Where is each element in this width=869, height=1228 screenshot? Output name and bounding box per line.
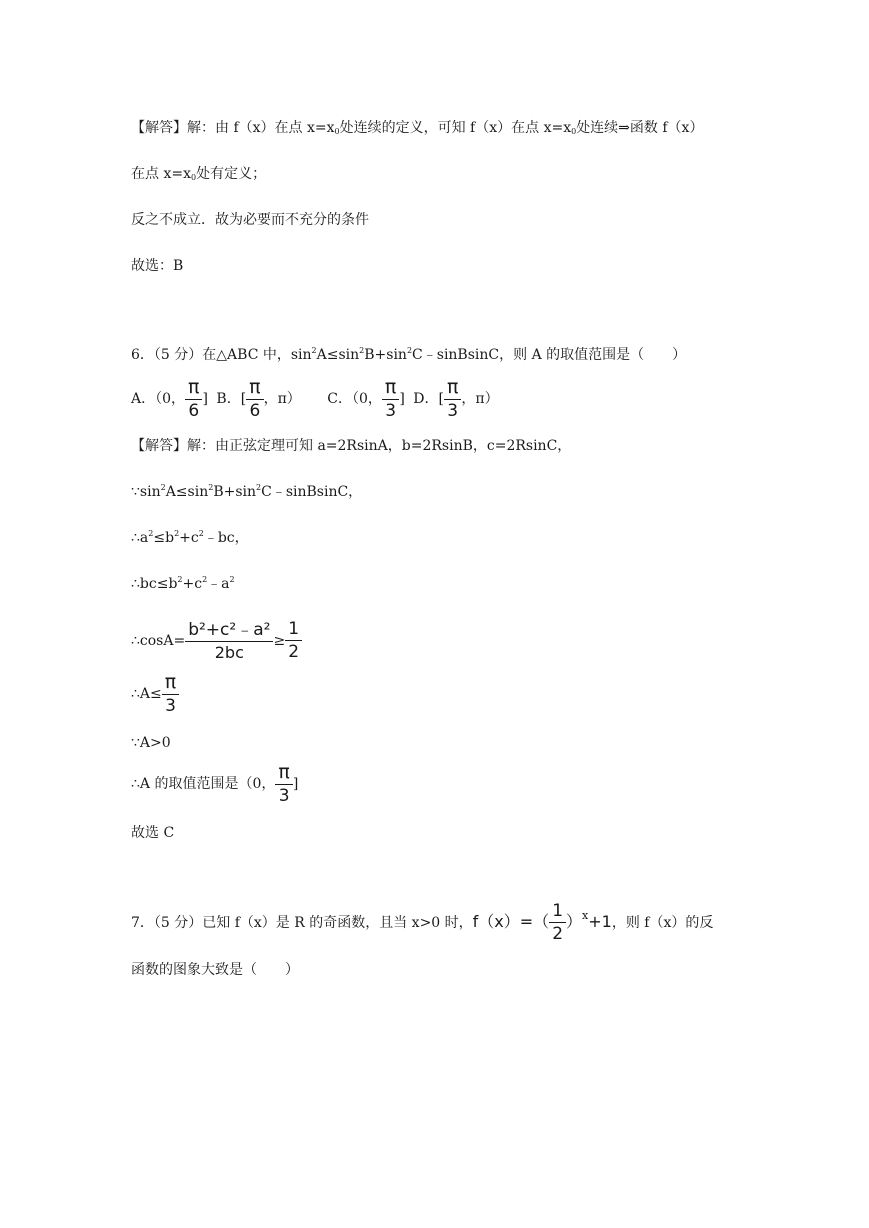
superscript: 2 [256, 483, 262, 492]
superscript: 2 [177, 575, 183, 584]
exponent: x [582, 909, 589, 922]
denominator: 2 [288, 642, 300, 662]
q7-stem-line1 [131, 900, 713, 945]
q6-answer: 故选 C [131, 825, 175, 841]
option-a [131, 376, 208, 421]
q6-solution-line7: ∵A>0 [131, 735, 171, 751]
numerator: π [382, 378, 399, 400]
numerator: π [246, 378, 263, 400]
numerator: 1 [285, 621, 302, 641]
q5-solution-line2 [131, 164, 266, 184]
text: 7．（5 分）已知 f（x）是 R 的奇函数，且当 x>0 时， [131, 915, 473, 931]
fraction [549, 903, 566, 943]
answer-tag: 【解答】 [131, 120, 187, 136]
text: C﹣sinBsinC，则 A 的取值范围是（ ） [412, 347, 687, 363]
fraction [246, 378, 263, 420]
text: ] [202, 391, 208, 407]
q6-options [131, 378, 499, 420]
fraction [382, 378, 399, 420]
superscript: 2 [359, 346, 365, 355]
fraction [162, 673, 179, 715]
denominator: 6 [188, 401, 200, 421]
q6-stem [131, 345, 686, 365]
text: A≤sin [165, 484, 209, 500]
text: 处连续的定义，可知 f（x）在点 x=x [339, 120, 572, 136]
subscript: 0 [571, 127, 577, 136]
q6-solution-line1 [131, 436, 571, 456]
text: ] [292, 776, 299, 792]
numerator: b²+c²﹣a² [185, 622, 273, 642]
text: ﹣bc， [203, 530, 249, 546]
text: ∵sin [131, 484, 161, 500]
function-expression: f（x）=（ [472, 912, 550, 931]
superscript: 2 [208, 483, 214, 492]
text: 6．（5 分）在△ABC 中，sin [131, 347, 312, 363]
denominator: 2bc [214, 642, 244, 662]
denominator: 2 [552, 924, 564, 944]
superscript: 2 [202, 575, 208, 584]
answer-tag: 【解答】 [131, 438, 187, 454]
numerator: π [162, 673, 179, 695]
numerator: π [275, 763, 292, 785]
text: C．（0， [327, 391, 382, 407]
text: 解：由正弦定理可知 a=2RsinA，b=2RsinB，c=2RsinC， [187, 438, 572, 454]
text: D．[ [413, 391, 444, 407]
text: B+sin [364, 347, 407, 363]
text: C﹣sinBsinC， [261, 484, 363, 500]
denominator: 3 [278, 786, 290, 806]
option-d [413, 376, 499, 421]
superscript: 2 [160, 483, 166, 492]
text: ∴A≤ [131, 686, 162, 702]
option-c [327, 376, 405, 421]
fraction [285, 621, 302, 661]
fraction [275, 763, 292, 805]
text: ∴bc≤b [131, 576, 178, 592]
fraction [444, 378, 461, 420]
q6-solution-cosA [131, 616, 302, 666]
denominator: 6 [249, 401, 261, 421]
text: ≤b [153, 530, 175, 546]
text: 处连续⇒函数 f（x） [576, 120, 704, 136]
q6-solution-line6 [131, 672, 179, 716]
text: 在点 x=x [131, 166, 191, 182]
subscript: 0 [334, 127, 340, 136]
superscript: 2 [229, 575, 235, 584]
text: ﹣a [207, 576, 230, 592]
text: ，π） [263, 391, 301, 407]
numerator: π [185, 378, 202, 400]
denominator: 3 [385, 401, 397, 421]
numerator: π [444, 378, 461, 400]
text: B．[ [216, 391, 247, 407]
text: +c [182, 576, 203, 592]
text: +c [179, 530, 199, 546]
text: ） [566, 912, 583, 931]
q5-solution-line1 [131, 118, 703, 138]
q6-solution-line3 [131, 528, 249, 548]
superscript: 2 [406, 346, 413, 355]
q7-stem-line2: 函数的图象大致是（ ） [131, 962, 299, 978]
text: A≤sin [316, 347, 360, 363]
denominator: 3 [447, 401, 459, 421]
option-b [216, 376, 301, 421]
superscript: 2 [311, 346, 317, 355]
superscript: 2 [148, 529, 154, 538]
text: B+sin [213, 484, 257, 500]
text: 解：由 f（x）在点 x=x [187, 120, 335, 136]
superscript: 2 [174, 529, 180, 538]
text: 处有定义； [196, 166, 267, 182]
q6-solution-line2 [131, 482, 362, 502]
text: ] [399, 391, 405, 407]
text: ∴A 的取值范围是（0， [131, 776, 276, 792]
denominator: 3 [165, 696, 176, 716]
q5-answer: 故选：B [131, 258, 184, 274]
text: ∴a [131, 530, 149, 546]
q6-solution-line8 [131, 762, 298, 806]
fraction [185, 378, 202, 420]
q5-solution-line3: 反之不成立．故为必要而不充分的条件 [131, 212, 369, 228]
subscript: 0 [190, 173, 197, 182]
text: ≥ [273, 633, 286, 649]
superscript: 2 [198, 529, 204, 538]
text: A．（0， [131, 391, 186, 407]
q6-solution-line4 [131, 574, 235, 594]
fraction [185, 619, 273, 662]
numerator: 1 [549, 903, 566, 923]
text: +1 [588, 912, 612, 931]
text: ，π） [461, 391, 499, 407]
text: ，则 f（x）的反 [611, 915, 714, 931]
text: ∴cosA= [131, 633, 186, 649]
